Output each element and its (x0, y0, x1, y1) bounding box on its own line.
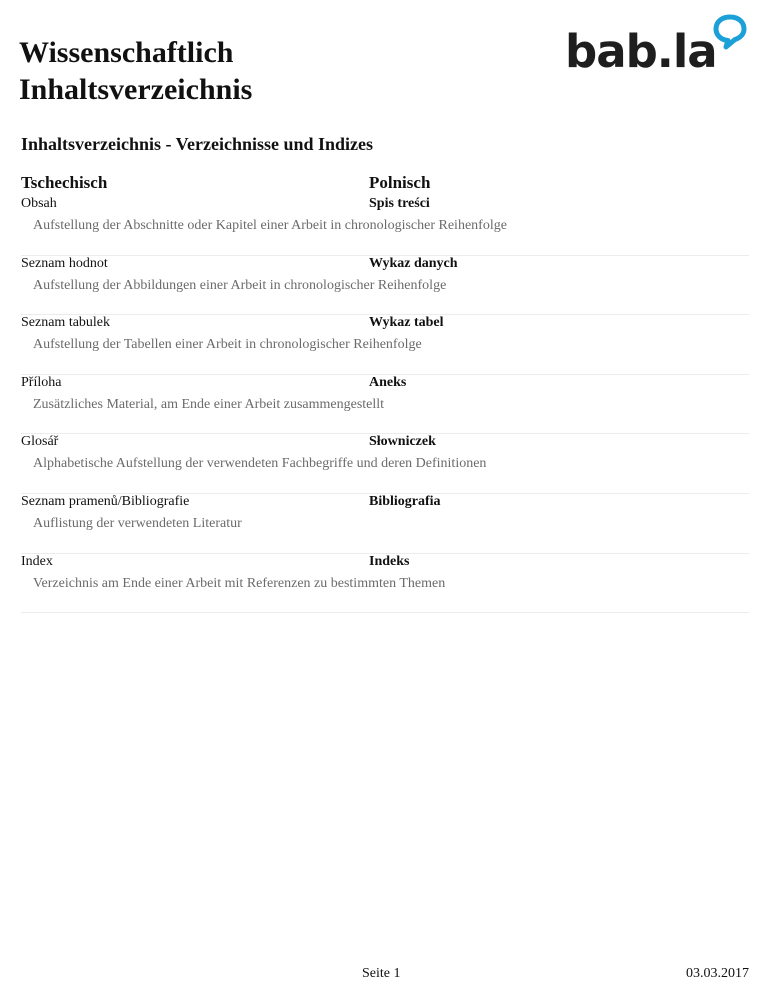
list-item (21, 494, 749, 554)
term-description: Auflistung der verwendeten Literatur (33, 515, 242, 531)
list-item (21, 554, 749, 614)
section-title: Inhaltsverzeichnis - Verzeichnisse und Indizes (21, 134, 374, 154)
entry-list (21, 196, 749, 613)
list-item (21, 315, 749, 375)
document-date: 03.03.2017 (686, 966, 749, 981)
term-description: Zusätzliches Material, am Ende einer Arbeit zusammengestellt (33, 396, 385, 412)
term-czech: Obsah (21, 196, 57, 211)
term-polish: Słowniczek (369, 434, 436, 450)
list-item (21, 375, 749, 435)
term-description: Verzeichnis am Ende einer Arbeit mit Referenzen zu bestimmten Themen (33, 575, 446, 591)
page-title-line-2: Inhaltsverzeichnis (19, 73, 253, 106)
term-czech: Index (21, 553, 53, 569)
term-description: Aufstellung der Tabellen einer Arbeit in chronologischer Reihenfolge (33, 337, 422, 353)
term-czech: Příloha (21, 374, 62, 390)
list-item (21, 434, 749, 494)
term-czech: Seznam pramenů/Bibliografie (21, 493, 190, 509)
term-description: Aufstellung der Abschnitte oder Kapitel einer Arbeit in chronologischer Reihenfolge (33, 218, 507, 233)
list-item (21, 196, 749, 256)
column-header-polish: Polnisch (369, 173, 431, 192)
term-description: Alphabetische Aufstellung der verwendeten Fachbegriffe und deren Definitionen (33, 456, 487, 472)
term-polish: Spis treści (369, 196, 430, 211)
page-number: Seite 1 (362, 966, 401, 981)
term-polish: Indeks (369, 553, 410, 569)
term-polish: Wykaz tabel (369, 315, 444, 331)
column-header-czech: Tschechisch (21, 173, 108, 192)
term-czech: Seznam tabulek (21, 315, 111, 331)
term-polish: Wykaz danych (369, 255, 458, 271)
page-title-line-1: Wissenschaftlich (19, 36, 234, 69)
page-title (19, 34, 252, 108)
babla-logo (565, 14, 751, 78)
list-item (21, 256, 749, 316)
term-czech: Seznam hodnot (21, 255, 108, 271)
term-polish: Bibliografia (369, 493, 441, 509)
term-description: Aufstellung der Abbildungen einer Arbeit in chronologischer Reihenfolge (33, 277, 447, 293)
term-czech: Glosář (21, 434, 59, 450)
term-polish: Aneks (369, 374, 407, 390)
logo-text: bab.la (565, 25, 717, 78)
speech-bubble-icon (712, 14, 748, 50)
